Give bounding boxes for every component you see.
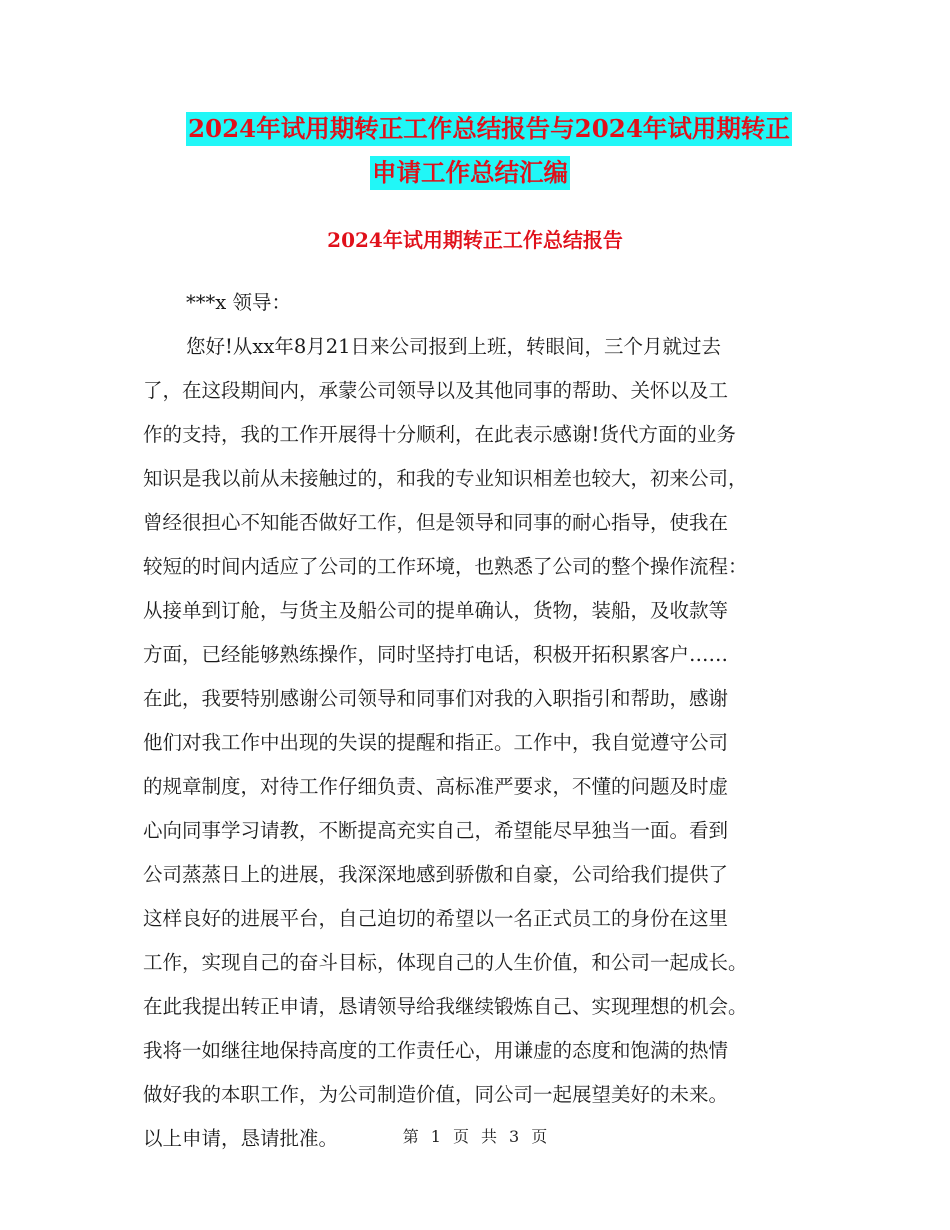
paragraph-line: 从接单到订舱，与货主及船公司的提单确认，货物，装船，及收款等	[143, 599, 729, 622]
total-pages-number: 3	[509, 1127, 520, 1146]
paragraph-line: 他们对我工作中出现的失误的提醒和指正。工作中，我自觉遵守公司	[143, 731, 729, 754]
paragraph-line: 工作，实现自己的奋斗目标，体现自己的人生价值，和公司一起成长。	[143, 951, 748, 974]
paragraph-line: 较短的时间内适应了公司的工作环境，也熟悉了公司的整个操作流程：	[143, 555, 748, 578]
salutation: ***x 领导：	[186, 291, 291, 314]
current-page-number: 1	[430, 1127, 441, 1146]
section-title: 2024年试用期转正工作总结报告	[327, 228, 623, 252]
paragraph-line: 知识是我以前从未接触过的，和我的专业知识相差也较大，初来公司，	[143, 467, 748, 490]
paragraph-line: 曾经很担心不知能否做好工作，但是领导和同事的耐心指导，使我在	[143, 511, 729, 534]
paragraph-line: 以上申请，恳请批准。	[143, 1127, 339, 1150]
paragraph-line: 的规章制度，对待工作仔细负责、高标准严要求，不懂的问题及时虚	[143, 775, 729, 798]
page-footer	[0, 1124, 950, 1147]
paragraph-line: 作的支持，我的工作开展得十分顺利，在此表示感谢!货代方面的业务	[143, 423, 736, 446]
document-title-line-2: 申请工作总结汇编	[370, 156, 570, 190]
paragraph-line: 做好我的本职工作，为公司制造价值，同公司一起展望美好的未来。	[143, 1083, 729, 1106]
paragraph-line: 在此我提出转正申请，恳请领导给我继续锻炼自己、实现理想的机会。	[143, 995, 748, 1018]
total-label: 共	[481, 1127, 498, 1146]
paragraph-line: 您好!从xx年8月21日来公司报到上班，转眼间，三个月就过去	[186, 335, 722, 358]
paragraph-line: 我将一如继往地保持高度的工作责任心，用谦虚的态度和饱满的热情	[143, 1039, 729, 1062]
page-label: 第	[402, 1127, 419, 1146]
paragraph-line: 这样良好的进展平台，自己迫切的希望以一名正式员工的身份在这里	[143, 907, 729, 930]
paragraph-line: 在此，我要特别感谢公司领导和同事们对我的入职指引和帮助，感谢	[143, 687, 729, 710]
page-label: 页	[531, 1127, 548, 1146]
page-label: 页	[452, 1127, 469, 1146]
paragraph-line: 心向同事学习请教，不断提高充实自己，希望能尽早独当一面。看到	[143, 819, 729, 842]
paragraph-line: 了，在这段期间内，承蒙公司领导以及其他同事的帮助、关怀以及工	[143, 379, 729, 402]
document-title-line-1: 2024年试用期转正工作总结报告与2024年试用期转正	[186, 112, 792, 146]
paragraph-line: 公司蒸蒸日上的进展，我深深地感到骄傲和自豪，公司给我们提供了	[143, 863, 729, 886]
paragraph-line: 方面，已经能够熟练操作，同时坚持打电话，积极开拓积累客户……	[143, 643, 729, 666]
